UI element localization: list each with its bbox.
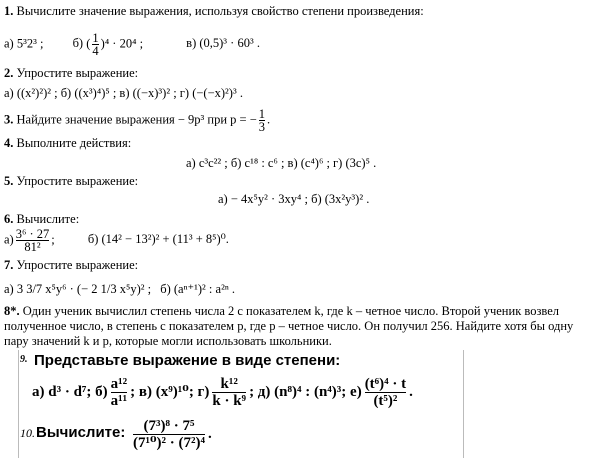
problem-7-title: [4, 258, 138, 272]
problem-1-title: [4, 4, 424, 18]
item-c: в) (0,5)³ · 60³ .: [186, 36, 260, 51]
denominator: (7¹⁰)² · (7²)⁴: [133, 434, 206, 451]
fraction: [259, 108, 265, 133]
item-c: ; в) (x⁹)¹⁰; г): [130, 384, 210, 400]
numerator: 1: [92, 31, 99, 45]
item-b: б) (aⁿ⁺¹)² : a²ⁿ .: [160, 282, 236, 296]
problem-2-items: а) ((x²)²)² ; б) ((x³)⁴)⁵ ; в) ((−x)³)² ; г) (−(−x)²)³ .: [4, 86, 243, 100]
numerator: 1: [258, 107, 266, 121]
problem-5-title: [4, 174, 138, 188]
fraction-d: [212, 376, 246, 409]
fraction: [133, 418, 205, 451]
problem-10-expression: [130, 414, 212, 454]
fraction-b: [111, 376, 128, 409]
item-b-rest: ⁴ · 20⁴ ;: [104, 36, 144, 51]
problem-9-title: Представьте выражение в виде степени:: [34, 352, 341, 369]
problem-text: Упростите выражение:: [16, 66, 139, 80]
problem-3: [4, 108, 270, 133]
item-b-label: б): [72, 36, 84, 51]
item-a: а) 3 3/7 x⁵y⁶ · (− 2 1/3 x⁵y)² ;: [4, 282, 152, 296]
problem-number: 6.: [4, 212, 14, 226]
problem-4-items: а) c³c²² ; б) c¹⁸ : c⁶ ; в) (c⁴)⁶ ; г) (3c)⁵ .: [186, 156, 377, 170]
problem-8-line2: полученное число, в степень с показателем p, где p – четное число. Он получил 256. Найдите хотя бы одну: [4, 319, 574, 333]
paren-close: ): [100, 36, 105, 51]
problem-text: Упростите выражение:: [16, 174, 139, 188]
numerator: k¹²: [220, 375, 238, 392]
problem-9-number: 9.: [20, 354, 28, 365]
numerator: 3⁶ · 27: [15, 227, 50, 241]
problem-text: Выполните действия:: [16, 136, 132, 150]
problem-1-items: [4, 32, 260, 57]
problem-4-title: [4, 136, 131, 150]
problem-7-items: [4, 282, 235, 296]
problem-text: Вычислите:: [16, 212, 80, 226]
problem-number: 8*.: [4, 304, 20, 318]
problem-2-title: [4, 66, 138, 80]
item-e: ; д) (n⁸)⁴ : (n⁴)³; е): [249, 384, 362, 400]
problem-text: Упростите выражение:: [16, 258, 139, 272]
fraction: [92, 32, 98, 57]
item-a: а) d³ · d⁷; б): [32, 384, 108, 400]
problem-6-items: [4, 228, 229, 253]
problem-5-items: а) − 4x⁵y² · 3xy⁴ ; б) (3x²y³)² .: [218, 192, 370, 206]
problem-text: Найдите значение выражения − 9p³ при p = −: [16, 112, 257, 127]
item-a-label: а): [4, 232, 14, 247]
denominator: (t⁵)²: [365, 392, 406, 409]
problem-number: 7.: [4, 258, 14, 272]
problem-10-number: 10.: [20, 426, 35, 440]
problem-10-title: Вычислите:: [36, 424, 126, 441]
tail: .: [208, 426, 212, 442]
tail: .: [267, 112, 271, 127]
problem-number: 3.: [4, 112, 14, 127]
problem-text: Вычислите значение выражения, используя свойство степени произведения:: [16, 4, 424, 18]
problem-8-line1: [4, 304, 559, 318]
tail: .: [409, 384, 413, 400]
problem-text: Один ученик вычислил степень числа 2 с показателем k, где k – четное число. Второй ученик возвел: [22, 304, 560, 318]
problem-8-line3: пару значений k и p, которые могли использовать школьники.: [4, 334, 332, 348]
item-b: б) (14² − 13²)² + (11³ + 8⁵)⁰.: [87, 232, 229, 247]
numerator: (t⁶)⁴ · t: [364, 375, 407, 392]
denominator: 4: [92, 44, 99, 58]
item-a: а) 5³2³ ;: [4, 36, 44, 51]
item-a-tail: ;: [51, 232, 55, 247]
numerator: (7³)⁸ · 7⁵: [143, 417, 195, 434]
problem-9-items: [32, 372, 413, 412]
denominator: 3: [258, 120, 266, 134]
fraction-f: [365, 376, 406, 409]
fraction: [16, 228, 50, 253]
denominator: 81²: [16, 240, 50, 253]
denominator: a¹¹: [110, 392, 128, 409]
problem-6-title: [4, 212, 79, 226]
denominator: k · k⁹: [212, 392, 247, 409]
problem-number: 1.: [4, 4, 14, 18]
problem-number: 4.: [4, 136, 14, 150]
numerator: a¹²: [110, 375, 128, 392]
problem-number: 2.: [4, 66, 14, 80]
paren-open: (: [86, 36, 91, 51]
problem-number: 5.: [4, 174, 14, 188]
